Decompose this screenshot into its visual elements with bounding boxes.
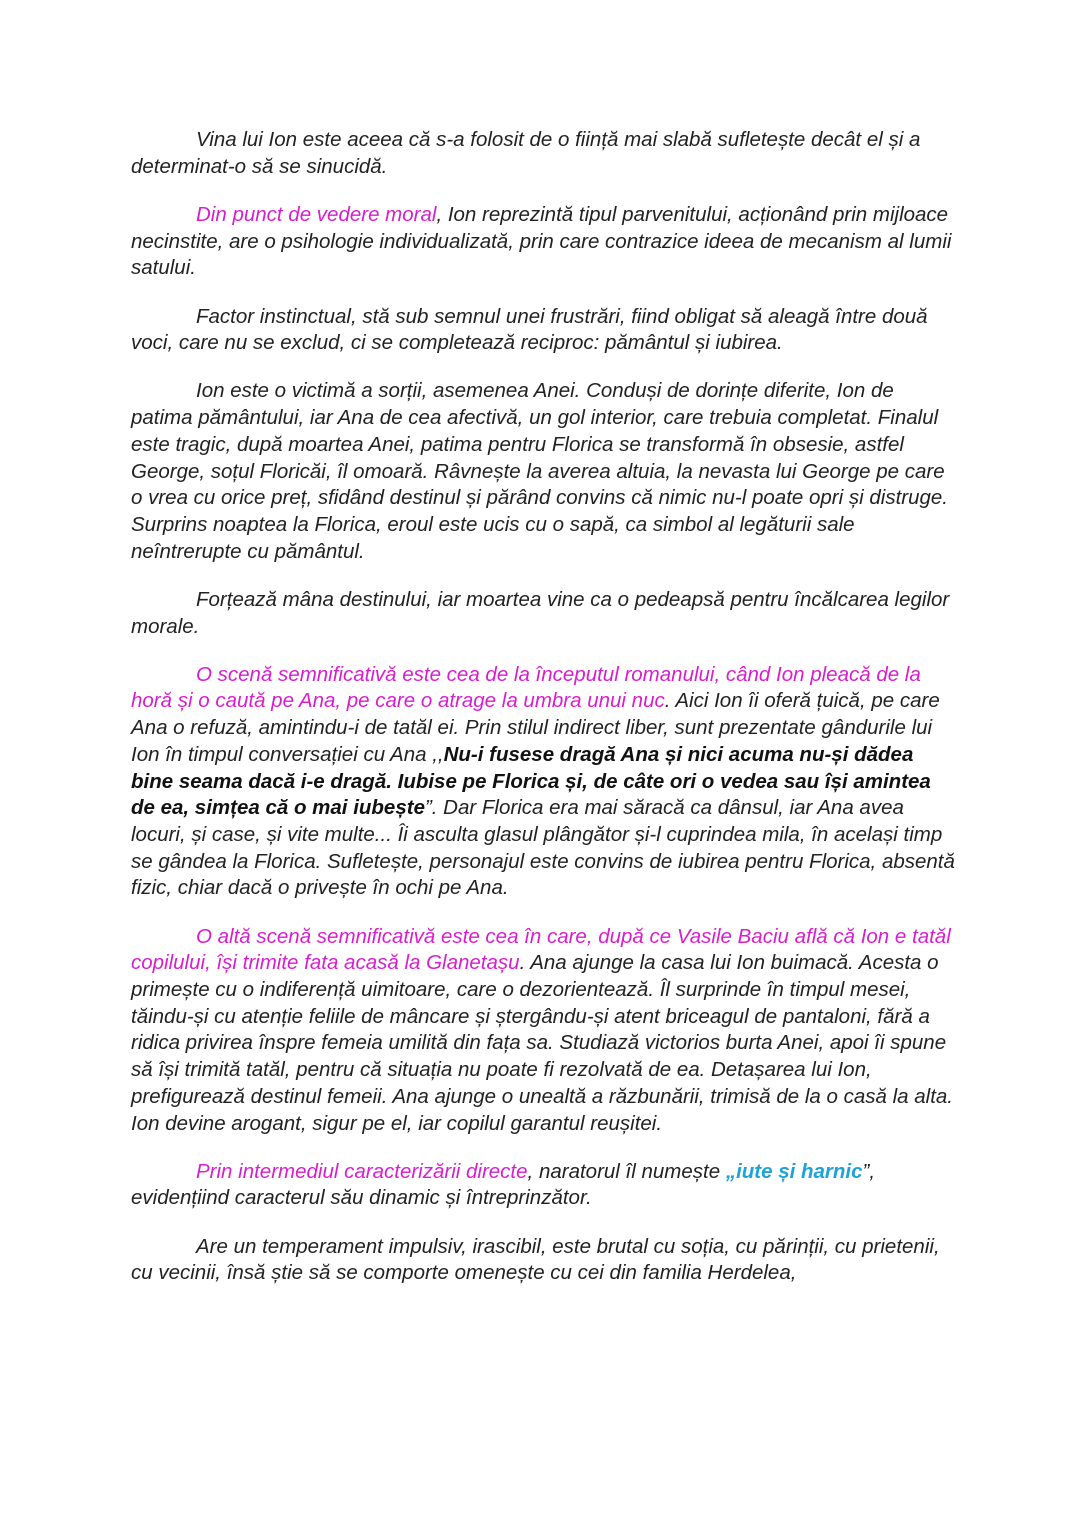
paragraph-8 bbox=[131, 1159, 956, 1212]
paragraph-2 bbox=[131, 202, 956, 282]
text-segment: , Ion reprezintă tipul parvenitului, acționând prin mijloace necinstite, are o psihologie individualizată, prin care contrazice ideea de mecanism al lumii satului. bbox=[131, 202, 952, 280]
paragraph-3 bbox=[131, 304, 956, 357]
text-segment: . Ana ajunge la casa lui Ion buimacă. Acesta o primește cu o indiferență uimitoare, care o dezorientează. Îl surprinde în timpul mesei, tăindu-și cu atenție feliile de mâncare și ștergându-și atent briceagul de pantaloni, fără a ridica privirea înspre femeia umilită din fața sa. Studiază victorios burta Anei, apoi îi spune să își trimită tatăl, pentru că situația nu poate fi rezolvată de ea. Detașarea lui Ion, prefigurează destinul femeii. Ana ajunge o unealtă a răzbunării, trimisă de la o casă la alta. Ion devine arogant, sigur pe el, iar copilul garantul reușitei. bbox=[131, 951, 954, 1135]
paragraph-9 bbox=[131, 1234, 956, 1287]
highlighted-phrase: Din punct de vedere moral bbox=[196, 202, 437, 226]
text-segment: , naratorul îl numește bbox=[527, 1159, 726, 1183]
text-segment: Are un temperament impulsiv, irascibil, este brutal cu soția, cu părinții, cu prietenii, cu vecinii, însă știe să se comporte omenește cu cei din familia Herdelea, bbox=[131, 1234, 940, 1285]
document-page bbox=[131, 127, 956, 1309]
text-segment: Vina lui Ion este aceea că s-a folosit de o ființă mai slabă sufletește decât el și a determinat-o să se sinucidă. bbox=[131, 128, 921, 178]
text-segment: ”. Dar Florica era mai săracă ca dânsul, iar Ana avea locuri, și case, și vite multe... Îi asculta glasul plângător și-l cuprindea mila, în același timp se gândea la Florica. Sufletește, personajul este convins de iubirea pentru Florica, absentă fizic, chiar dacă o privește în ochi pe Ana. bbox=[131, 796, 955, 900]
bold-quote: Nu-i fusese dragă Ana și nici acuma nu-și dădea bine seama dacă i-e dragă. Iubise pe Florica și, de câte ori o vedea sau își amintea de ea, simțea că o mai iubește bbox=[131, 742, 931, 820]
blue-quote: „iute și harnic bbox=[725, 1159, 863, 1183]
highlighted-phrase: O altă scenă semnificativă este cea în care, după ce Vasile Baciu află că Ion e tatăl copilului, își trimite fata acasă la Glanetașu bbox=[131, 924, 951, 975]
text-segment: ”, evidențiind caracterul său dinamic și întreprinzător. bbox=[131, 1159, 876, 1210]
text-segment: . Aici Ion îi oferă țuică, pe care Ana o refuză, amintindu-i de tatăl ei. Prin stilul indirect liber, sunt prezentate gândurile lui Ion în timpul conversației cu Ana ,, bbox=[131, 689, 940, 766]
paragraph-7 bbox=[131, 924, 956, 1138]
paragraph-6 bbox=[131, 662, 956, 902]
highlighted-phrase: Prin intermediul caracterizării directe bbox=[196, 1159, 528, 1183]
paragraph-4 bbox=[131, 378, 956, 565]
text-segment: Ion este o victimă a sorții, asemenea Anei. Conduși de dorințe diferite, Ion de patima pământului, iar Ana de cea afectivă, un gol interior, care trebuia completat. Finalul este tragic, după moartea Anei, patima pentru Florica se transformă în obsesie, astfel George, soțul Floricăi, îl omoară. Râvnește la averea altuia, la nevasta lui George pe care o vrea cu orice preț, sfidând destinul și părând convins că nimic nu-l poate opri și distruge. Surprins noaptea la Florica, eroul este ucis cu o sapă, ca simbol al legăturii sale neîntrerupte cu pământul. bbox=[131, 379, 949, 563]
highlighted-phrase: O scenă semnificativă este cea de la începutul romanului, când Ion pleacă de la horă și o caută pe Ana, pe care o atrage la umbra unui nuc bbox=[131, 662, 921, 713]
paragraph-5 bbox=[131, 587, 956, 640]
text-segment: Factor instinctual, stă sub semnul unei frustrări, fiind obligat să aleagă între două voci, care nu se exclud, ci se completează reciproc: pământul și iubirea. bbox=[131, 304, 928, 355]
paragraph-1 bbox=[131, 127, 956, 180]
text-segment: Forțează mâna destinului, iar moartea vine ca o pedeapsă pentru încălcarea legilor morale. bbox=[131, 587, 950, 638]
